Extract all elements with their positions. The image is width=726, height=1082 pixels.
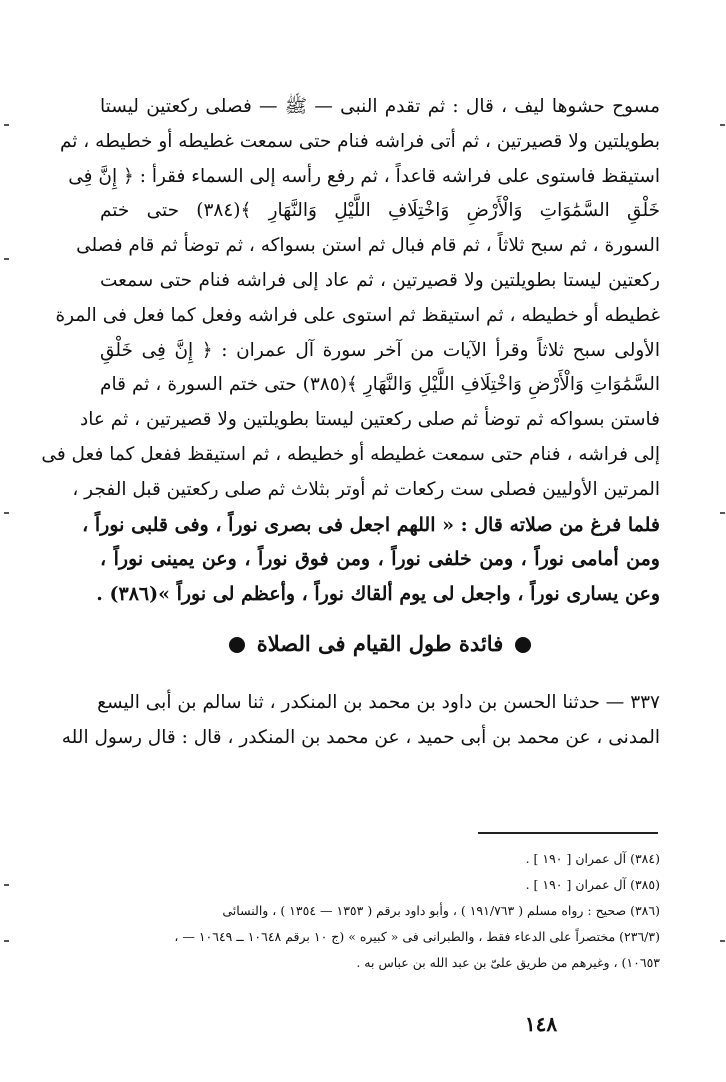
margin-mark: [4, 258, 9, 260]
footnote: (٣٨٦) صحيح : رواه مسلم ( ١٩١/٧٦٣ ) ، وأبو داود برقم ( ١٣٥٣ — ١٣٥٤ ) ، والنسائى: [222, 903, 660, 918]
prayer-line: فلما فرغ من صلاته قال : « اللهم اجعل فى بصرى نوراً ، وفى قلبى نوراً ،: [82, 513, 660, 536]
footnote: (٢٣٦/٣) مختصراً على الدعاء فقط ، والطبرانى فى « كبيره » (ج ١٠ برقم ١٠٦٤٨ ــ ١٠٦٤٩ — ،: [174, 929, 660, 944]
hadith-section: [61, 686, 660, 756]
margin-mark: [4, 884, 9, 886]
section-heading: [100, 622, 660, 666]
hadith-line: ٣٣٧ — حدثنا الحسن بن داود بن محمد بن المنكدر ، ثنا سالم بن أبى اليسع: [97, 691, 660, 713]
body-line: خَلْقِ السَّمَٰوَاتِ وَالْأَرْضِ وَاخْتِلَافِ اللَّيْلِ وَالنَّهَارِ ﴾(٣٨٤) حتى ختم: [100, 200, 661, 222]
section-heading-text: فائدة طول القيام فى الصلاة: [256, 630, 504, 656]
margin-mark: [720, 512, 725, 514]
body-line: السَّمَٰوَاتِ وَالْأَرْضِ وَاخْتِلَافِ اللَّيْلِ وَالنَّهَارِ ﴾(٣٨٥) حتى ختم السورة ، ثم قام: [100, 374, 660, 396]
body-line: إلى فراشه ، فنام حتى سمعت غطيطه أو خطيطه ، ثم استيقظ ففعل كما فعل فى: [41, 443, 660, 465]
body-line: ركعتين ليستا بطويلتين ولا قصيرتين ، ثم عاد إلى فراشه فنام حتى سمعت: [100, 269, 660, 291]
hadith-line: المدنى ، عن محمد بن أبى حميد ، عن محمد بن المنكدر ، قال : قال رسول الله: [61, 726, 660, 748]
body-line: فاستن بسواكه ثم توضأ ثم صلى ركعتين ليستا بطويلتين ولا قصيرتين ، ثم عاد: [80, 409, 660, 431]
prayer-line: وعن يسارى نوراً ، واجعل لى يوم ألقاك نوراً ، وأعظم لى نوراً »(٣٨٦) .: [96, 583, 660, 606]
body-line: استيقظ فاستوى على فراشه قاعداً ، ثم رفع رأسه إلى السماء فقرأ : ﴿ إِنَّ فِى: [68, 165, 660, 187]
bullet-icon: [515, 637, 531, 653]
body-line: المرتين الأوليين فصلى ست ركعات ثم أوتر بثلاث ثم صلى ركعتين قبل الفجر ،: [72, 478, 660, 500]
page-number: ١٤٨: [524, 1012, 558, 1036]
body-line: السورة ، ثم سبح ثلاثاً ، ثم قام فبال ثم استن بسواكه ، ثم توضأ ثم قام فصلى: [76, 235, 660, 257]
margin-mark: [4, 512, 9, 514]
footnote: (٣٨٤) آل عمران [ ١٩٠ ] .: [525, 851, 660, 866]
body-line: بطويلتين ولا قصيرتين ، ثم أتى فراشه فنام حتى سمعت غطيطه أو خطيطه ، ثم: [59, 130, 660, 152]
bullet-icon: [229, 637, 245, 653]
margin-mark: [720, 940, 725, 942]
footnote: ١٠٦٥٣) ، وغيرهم من طريق علىّ بن عبد الله بن عباس به .: [356, 955, 660, 970]
page-body: [41, 90, 661, 756]
footnote-divider: [478, 832, 658, 834]
body-line: الأولى سبح ثلاثاً وقرأ الآيات من آخر سورة آل عمران : ﴿ إِنَّ فِى خَلْقِ: [100, 339, 660, 361]
footnotes: [100, 846, 660, 976]
body-line: غطيطه أو خطيطه ، ثم استيقظ ثم استوى على فراشه وفعل كما فعل فى المرة: [55, 304, 660, 326]
margin-mark: [4, 124, 9, 126]
margin-mark: [4, 940, 9, 942]
margin-mark: [720, 124, 725, 126]
footnote: (٣٨٥) آل عمران [ ١٩٠ ] .: [525, 877, 660, 892]
prayer-line: ومن أمامى نوراً ، ومن خلفى نوراً ، ومن فوق نوراً ، وعن يمينى نوراً ،: [100, 548, 660, 571]
body-line: مسوح حشوها ليف ، قال : ثم تقدم النبى — ﷺ — فصلى ركعتين ليستا: [100, 96, 660, 117]
